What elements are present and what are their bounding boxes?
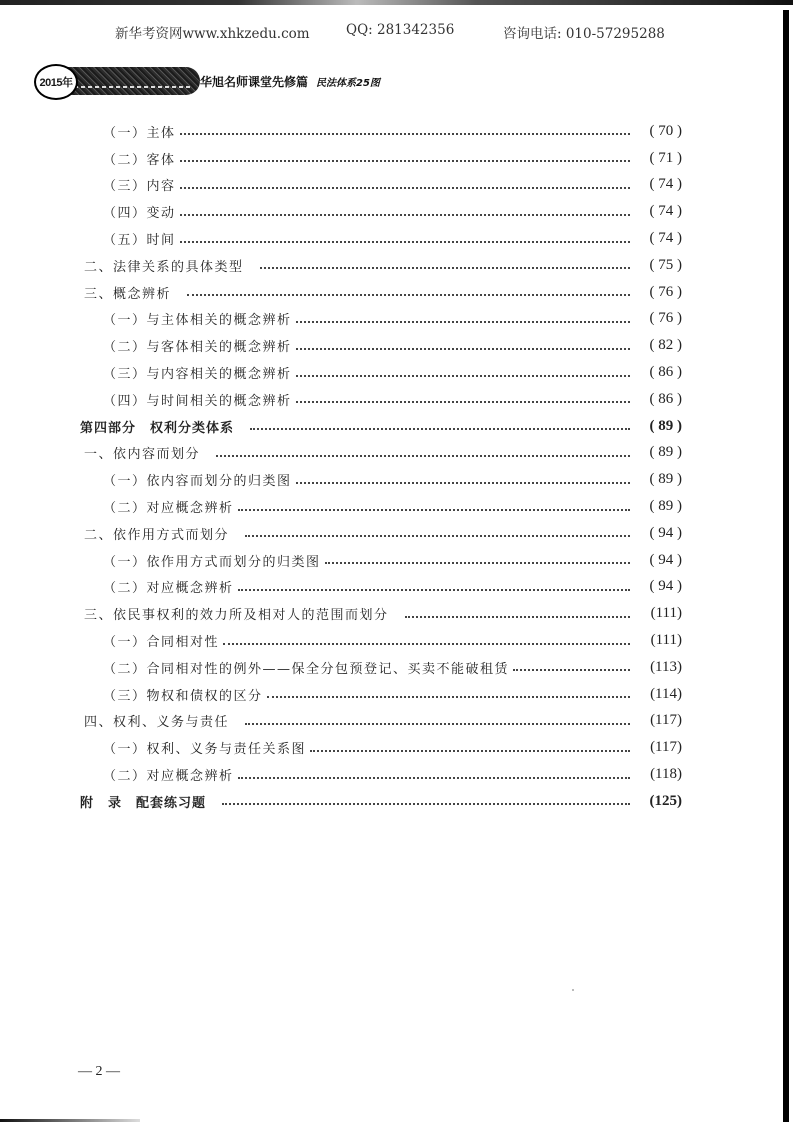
toc-entry[interactable] <box>80 734 682 761</box>
dot-leader <box>180 231 630 243</box>
dot-leader <box>267 686 630 698</box>
banner-title-text: 华旭名师课堂先修篇 <box>200 75 309 89</box>
toc-entry-page: ( 76 ) <box>649 310 682 327</box>
toc-entry-title: （三）与内容相关的概念辨析 <box>103 367 292 383</box>
toc-entry[interactable] <box>80 359 682 386</box>
dot-leader <box>310 740 630 752</box>
dot-leader <box>405 606 630 618</box>
dot-leader <box>180 150 630 162</box>
banner-dashes <box>74 86 192 88</box>
toc-entry-title: 二、依作用方式而划分 <box>84 527 230 543</box>
page-number: — 2 — <box>78 1064 120 1079</box>
toc-entry-page: (114) <box>650 685 682 702</box>
toc-entry[interactable] <box>80 788 682 815</box>
toc-entry-title: 一、依内容而划分 <box>84 447 201 463</box>
scan-speck <box>572 989 574 991</box>
toc-entry[interactable] <box>80 654 682 681</box>
toc-entry-page: (125) <box>649 792 682 809</box>
toc-entry-page: (111) <box>650 632 682 649</box>
toc-entry[interactable] <box>80 627 682 654</box>
year-badge: 2015年 <box>34 64 78 100</box>
book-banner <box>34 64 434 98</box>
dot-leader <box>238 499 630 511</box>
toc-entry-title: （一）权利、义务与责任关系图 <box>103 742 307 758</box>
toc-entry[interactable] <box>80 225 682 252</box>
site-header <box>0 20 793 44</box>
toc-entry[interactable] <box>80 708 682 735</box>
dot-leader <box>238 767 630 779</box>
dot-leader <box>187 284 630 296</box>
toc-entry-page: ( 71 ) <box>649 149 682 166</box>
toc-entry-title: 三、依民事权利的效力所及相对人的范围而划分 <box>84 608 389 624</box>
toc-entry[interactable] <box>80 600 682 627</box>
toc-entry[interactable] <box>80 172 682 199</box>
toc-entry[interactable] <box>80 386 682 413</box>
toc-entry-page: (117) <box>650 712 682 729</box>
toc-entry[interactable] <box>80 252 682 279</box>
toc-entry-title: 第四部分 权利分类体系 <box>80 420 235 436</box>
toc-entry-page: ( 74 ) <box>649 230 682 247</box>
header-qq: QQ: 281342356 <box>346 22 455 38</box>
toc-entry[interactable] <box>80 520 682 547</box>
table-of-contents <box>80 118 682 815</box>
toc-entry[interactable] <box>80 574 682 601</box>
toc-entry[interactable] <box>80 413 682 440</box>
toc-entry-page: ( 76 ) <box>649 283 682 300</box>
dot-leader <box>325 552 630 564</box>
toc-entry[interactable] <box>80 145 682 172</box>
toc-entry-title: （二）合同相对性的例外——保全分包预登记、买卖不能破租赁 <box>103 661 510 677</box>
toc-entry-page: ( 94 ) <box>649 578 682 595</box>
dot-leader <box>296 472 630 484</box>
toc-entry-page: (117) <box>650 739 682 756</box>
dot-leader <box>245 525 630 537</box>
toc-entry-title: （二）对应概念辨析 <box>103 581 234 597</box>
header-site: 新华考资网www.xhkzedu.com <box>115 26 310 42</box>
dot-leader <box>180 123 630 135</box>
toc-entry-page: ( 94 ) <box>649 524 682 541</box>
dot-leader <box>513 659 630 671</box>
toc-entry[interactable] <box>80 306 682 333</box>
dot-leader <box>260 257 630 269</box>
banner-title <box>200 73 380 90</box>
dot-leader <box>223 633 630 645</box>
toc-entry-title: （三）物权和债权的区分 <box>103 688 263 704</box>
dot-leader <box>245 713 630 725</box>
dot-leader <box>296 338 630 350</box>
scan-edge-top <box>0 0 793 5</box>
toc-entry-page: ( 86 ) <box>649 364 682 381</box>
toc-entry-page: ( 94 ) <box>649 551 682 568</box>
toc-entry-title: （四）与时间相关的概念辨析 <box>103 393 292 409</box>
toc-entry-title: 三、概念辨析 <box>84 286 172 302</box>
toc-entry-title: （二）与客体相关的概念辨析 <box>103 340 292 356</box>
toc-entry-title: （五）时间 <box>103 233 176 249</box>
toc-entry-title: （一）依内容而划分的归类图 <box>103 474 292 490</box>
toc-entry-page: ( 75 ) <box>649 256 682 273</box>
toc-entry-title: （四）变动 <box>103 206 176 222</box>
dot-leader <box>238 579 630 591</box>
toc-entry-title: （二）客体 <box>103 152 176 168</box>
banner-subtitle: 民法体系25图 <box>316 78 380 89</box>
toc-entry[interactable] <box>80 332 682 359</box>
toc-entry[interactable] <box>80 118 682 145</box>
toc-entry[interactable] <box>80 440 682 467</box>
toc-entry-title: （二）对应概念辨析 <box>103 769 234 785</box>
dot-leader <box>222 793 630 805</box>
toc-entry-title: 四、权利、义务与责任 <box>84 715 230 731</box>
toc-entry[interactable] <box>80 761 682 788</box>
toc-entry-page: (111) <box>650 605 682 622</box>
dot-leader <box>180 177 630 189</box>
toc-entry-title: 附 录 配套练习题 <box>80 795 207 811</box>
toc-entry-title: （一）依作用方式而划分的归类图 <box>103 554 321 570</box>
toc-entry-title: 二、法律关系的具体类型 <box>84 259 244 275</box>
toc-entry-page: ( 70 ) <box>649 122 682 139</box>
dot-leader <box>296 365 630 377</box>
toc-entry-title: （二）对应概念辨析 <box>103 501 234 517</box>
toc-entry-page: ( 89 ) <box>649 444 682 461</box>
toc-entry[interactable] <box>80 198 682 225</box>
toc-entry[interactable] <box>80 681 682 708</box>
toc-entry[interactable] <box>80 493 682 520</box>
dot-leader <box>296 311 630 323</box>
toc-entry-title: （一）主体 <box>103 125 176 141</box>
toc-entry-title: （一）合同相对性 <box>103 635 220 651</box>
toc-entry-page: (118) <box>650 766 682 783</box>
dot-leader <box>180 204 630 216</box>
toc-entry[interactable] <box>80 547 682 574</box>
toc-entry-page: ( 86 ) <box>649 390 682 407</box>
toc-entry-page: ( 82 ) <box>649 337 682 354</box>
toc-entry[interactable] <box>80 279 682 306</box>
dot-leader <box>296 391 630 403</box>
toc-entry-page: ( 74 ) <box>649 203 682 220</box>
toc-entry-page: ( 89 ) <box>649 498 682 515</box>
toc-entry-title: （三）内容 <box>103 179 176 195</box>
dot-leader <box>216 445 630 457</box>
toc-entry-page: ( 89 ) <box>649 417 682 434</box>
toc-entry-page: ( 89 ) <box>649 471 682 488</box>
scan-edge-right <box>783 10 789 1122</box>
toc-entry-title: （一）与主体相关的概念辨析 <box>103 313 292 329</box>
toc-entry-page: ( 74 ) <box>649 176 682 193</box>
toc-entry-page: (113) <box>650 658 682 675</box>
toc-entry[interactable] <box>80 466 682 493</box>
header-phone: 咨询电话: 010-57295288 <box>503 26 665 42</box>
dot-leader <box>250 418 630 430</box>
